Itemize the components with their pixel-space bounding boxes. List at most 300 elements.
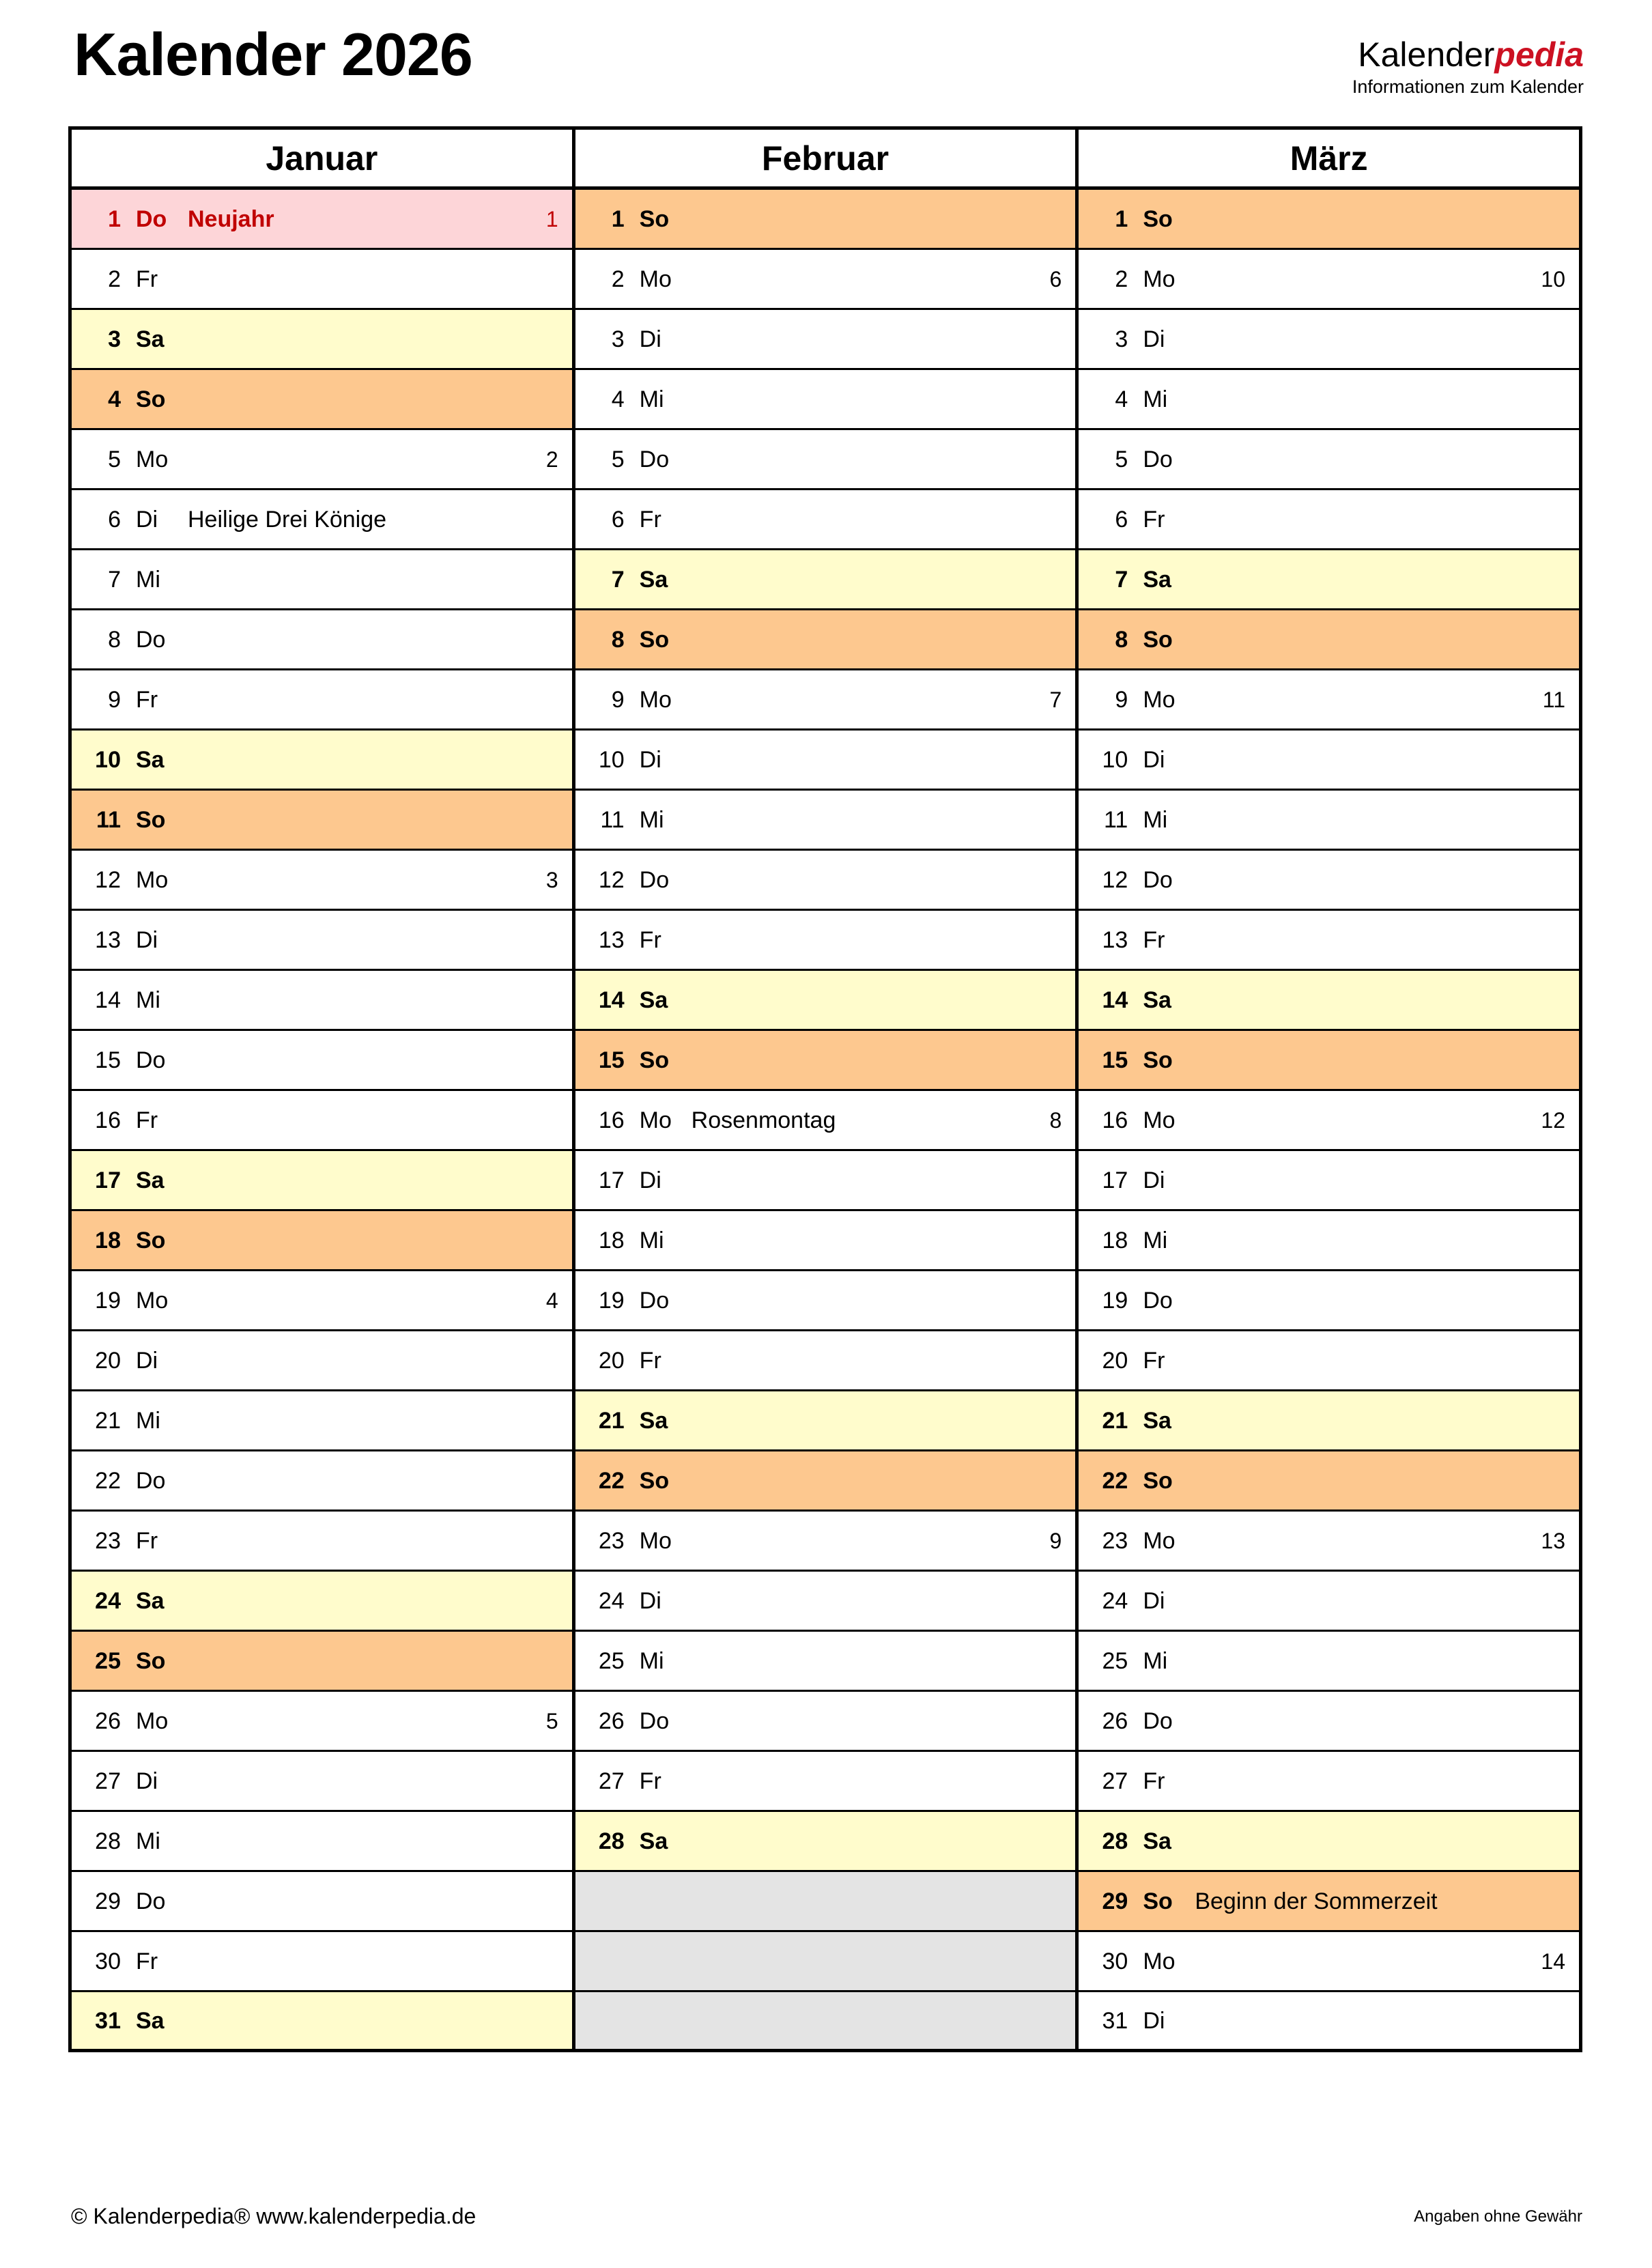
page-footer: [0, 2197, 1652, 2252]
day-row: [1079, 190, 1579, 250]
day-of-week: Mo: [1143, 1948, 1176, 1974]
day-row: [72, 250, 572, 310]
day-number: 4: [1115, 386, 1128, 412]
day-number: 19: [95, 1287, 121, 1314]
day-number: 9: [611, 686, 625, 713]
day-row: [72, 1031, 572, 1091]
week-number: 1: [545, 206, 558, 231]
day-of-week: Sa: [136, 1167, 165, 1193]
day-row: [72, 1632, 572, 1692]
day-row: [575, 370, 1076, 430]
day-of-week: Mo: [1143, 1527, 1176, 1554]
day-of-week: Do: [1143, 1287, 1173, 1314]
day-row: [575, 1091, 1076, 1151]
disclaimer-text: Angaben ohne Gewähr: [1414, 2207, 1582, 2226]
day-number: 20: [598, 1347, 625, 1374]
day-of-week: Mo: [639, 1107, 672, 1133]
day-of-week: Fr: [136, 1948, 158, 1974]
day-row: [72, 1692, 572, 1752]
day-of-week: So: [1143, 1047, 1173, 1073]
day-number: 11: [1104, 806, 1128, 833]
day-number: 3: [108, 326, 121, 352]
day-number: 9: [1115, 686, 1128, 713]
day-number: 1: [611, 205, 625, 232]
day-of-week: Mi: [1143, 1227, 1168, 1253]
day-of-week: Do: [1143, 866, 1173, 893]
day-of-week: Sa: [1143, 1828, 1171, 1854]
day-row: [1079, 550, 1579, 610]
day-of-week: Mo: [136, 1707, 169, 1734]
day-number: 22: [598, 1467, 625, 1494]
day-number: 2: [611, 266, 625, 292]
day-number: 17: [1102, 1167, 1128, 1193]
copyright-text: © Kalenderpedia® www.kalenderpedia.de: [71, 2204, 476, 2228]
day-row: [575, 1932, 1076, 1992]
day-of-week: So: [136, 1227, 166, 1253]
day-of-week: Di: [1143, 1167, 1165, 1193]
day-number: 23: [95, 1527, 121, 1554]
day-of-week: Mi: [1143, 1647, 1168, 1674]
day-of-week: Di: [136, 1347, 158, 1374]
day-row: [72, 1271, 572, 1331]
day-of-week: Mi: [136, 987, 160, 1013]
day-number: 10: [1102, 746, 1128, 773]
day-row: [575, 1812, 1076, 1872]
day-number: 25: [1102, 1647, 1128, 1674]
day-number: 24: [598, 1587, 625, 1614]
brand-tagline: Informationen zum Kalender: [1352, 76, 1584, 97]
day-of-week: Do: [639, 866, 670, 893]
day-of-week: Sa: [136, 746, 165, 773]
day-row: [72, 1932, 572, 1992]
day-row: [1079, 490, 1579, 550]
day-of-week: Mo: [1143, 266, 1176, 292]
day-row: [1079, 1992, 1579, 2052]
month-name: Februar: [761, 139, 889, 178]
day-row: [1079, 1692, 1579, 1752]
day-row: [72, 430, 572, 490]
day-number: 24: [1102, 1587, 1128, 1614]
day-number: 18: [1102, 1227, 1128, 1253]
day-of-week: Fr: [136, 266, 158, 292]
day-number: 6: [108, 506, 121, 533]
day-of-week: Mi: [1143, 386, 1168, 412]
day-row: [1079, 250, 1579, 310]
day-note: Heilige Drei Könige: [188, 506, 387, 533]
day-row: [1079, 1151, 1579, 1211]
day-number: 14: [598, 987, 625, 1013]
day-number: 25: [95, 1647, 121, 1674]
day-number: 14: [1102, 987, 1128, 1013]
day-number: 2: [1115, 266, 1128, 292]
week-number: 10: [1541, 266, 1566, 292]
day-of-week: Di: [136, 926, 158, 953]
day-number: 10: [95, 746, 121, 773]
day-row: [72, 791, 572, 851]
day-row: [1079, 1812, 1579, 1872]
day-number: 29: [1102, 1888, 1128, 1914]
week-number: 9: [1049, 1528, 1062, 1553]
brand-wordmark-black: Kalender: [1358, 36, 1495, 74]
month-column-märz: [1079, 130, 1582, 2052]
day-number: 4: [611, 386, 625, 412]
day-row: [72, 1752, 572, 1812]
day-row: [575, 670, 1076, 731]
week-number: 8: [1049, 1107, 1062, 1133]
day-of-week: Mo: [1143, 686, 1176, 713]
day-of-week: Do: [639, 1287, 670, 1314]
day-row: [575, 851, 1076, 911]
day-row: [72, 370, 572, 430]
day-number: 16: [1102, 1107, 1128, 1133]
day-row: [72, 1512, 572, 1572]
day-number: 13: [1102, 926, 1128, 953]
day-number: 12: [1102, 866, 1128, 893]
day-of-week: So: [639, 1467, 670, 1494]
day-of-week: Do: [136, 626, 166, 653]
day-number: 11: [600, 806, 625, 833]
day-of-week: Sa: [136, 2007, 165, 2034]
day-number: 21: [598, 1407, 625, 1434]
day-of-week: Di: [1143, 746, 1165, 773]
day-number: 23: [1102, 1527, 1128, 1554]
brand-wordmark-red: pedia: [1494, 36, 1584, 74]
day-number: 17: [95, 1167, 121, 1193]
day-number: 28: [598, 1828, 625, 1854]
day-row: [72, 1572, 572, 1632]
day-number: 21: [1102, 1407, 1128, 1434]
day-of-week: Mo: [639, 1527, 672, 1554]
day-of-week: Di: [639, 746, 661, 773]
day-row: [72, 911, 572, 971]
page-title: Kalender 2026: [74, 20, 472, 88]
day-row: [575, 1271, 1076, 1331]
day-row: [1079, 1512, 1579, 1572]
day-number: 7: [108, 566, 121, 593]
day-row: [575, 1512, 1076, 1572]
day-row: [72, 1872, 572, 1932]
day-number: 5: [611, 446, 625, 472]
day-of-week: Do: [1143, 1707, 1173, 1734]
day-row: [1079, 310, 1579, 370]
day-of-week: So: [639, 205, 670, 232]
day-of-week: Mo: [136, 446, 169, 472]
day-of-week: Di: [639, 326, 661, 352]
day-row: [1079, 1091, 1579, 1151]
day-row: [1079, 1451, 1579, 1512]
day-row: [72, 1151, 572, 1211]
week-number: 3: [545, 867, 558, 892]
week-number: 4: [545, 1288, 558, 1313]
month-header: [575, 130, 1076, 190]
day-of-week: Fr: [639, 1768, 661, 1794]
day-row: [1079, 971, 1579, 1031]
month-column-februar: [575, 130, 1079, 2052]
day-row: [72, 550, 572, 610]
day-number: 19: [598, 1287, 625, 1314]
day-row: [1079, 1632, 1579, 1692]
day-row: [1079, 731, 1579, 791]
week-number: 11: [1542, 687, 1566, 712]
day-number: 12: [598, 866, 625, 893]
day-of-week: Mi: [136, 1407, 160, 1434]
day-number: 31: [1102, 2007, 1128, 2034]
day-of-week: Do: [1143, 446, 1173, 472]
day-of-week: Fr: [136, 1527, 158, 1554]
day-row: [1079, 1031, 1579, 1091]
day-number: 8: [1115, 626, 1128, 653]
day-row: [1079, 670, 1579, 731]
week-number: 12: [1541, 1107, 1566, 1133]
day-of-week: Mo: [136, 866, 169, 893]
day-number: 13: [95, 926, 121, 953]
day-number: 16: [598, 1107, 625, 1133]
day-of-week: Fr: [1143, 1768, 1165, 1794]
day-row: [1079, 1872, 1579, 1932]
day-row: [575, 1572, 1076, 1632]
day-of-week: Sa: [639, 1828, 668, 1854]
day-row: [575, 1872, 1076, 1932]
day-of-week: Fr: [639, 1347, 661, 1374]
day-of-week: Sa: [1143, 566, 1171, 593]
day-row: [575, 1451, 1076, 1512]
week-number: 6: [1049, 266, 1062, 292]
day-of-week: Di: [639, 1167, 661, 1193]
day-row: [1079, 791, 1579, 851]
day-number: 26: [95, 1707, 121, 1734]
day-number: 19: [1102, 1287, 1128, 1314]
day-number: 6: [1115, 506, 1128, 533]
day-of-week: Mi: [639, 806, 664, 833]
day-number: 31: [95, 2007, 121, 2034]
day-number: 30: [95, 1948, 121, 1974]
day-row: [1079, 911, 1579, 971]
day-row: [72, 731, 572, 791]
day-of-week: Di: [1143, 326, 1165, 352]
day-number: 17: [598, 1167, 625, 1193]
kalenderpedia-logo: [1352, 36, 1584, 98]
day-number: 3: [611, 326, 625, 352]
day-of-week: Di: [136, 1768, 158, 1794]
day-number: 26: [598, 1707, 625, 1734]
day-of-week: Fr: [136, 686, 158, 713]
day-number: 1: [108, 205, 121, 232]
day-of-week: Mi: [136, 566, 160, 593]
day-row: [72, 971, 572, 1031]
day-number: 15: [1102, 1047, 1128, 1073]
day-of-week: Fr: [1143, 1347, 1165, 1374]
day-of-week: Di: [1143, 1587, 1165, 1614]
day-number: 9: [108, 686, 121, 713]
day-of-week: So: [136, 386, 166, 412]
day-of-week: Fr: [639, 926, 661, 953]
day-row: [1079, 1752, 1579, 1812]
day-row: [1079, 1331, 1579, 1391]
day-number: 12: [95, 866, 121, 893]
day-number: 11: [96, 806, 121, 833]
months-row: [72, 130, 1582, 2052]
day-number: 13: [598, 926, 625, 953]
day-number: 4: [108, 386, 121, 412]
day-row: [1079, 1572, 1579, 1632]
day-of-week: Mi: [639, 1227, 664, 1253]
day-number: 23: [598, 1527, 625, 1554]
day-row: [575, 1331, 1076, 1391]
day-of-week: Di: [639, 1587, 661, 1614]
day-number: 16: [95, 1107, 121, 1133]
day-of-week: Sa: [639, 1407, 668, 1434]
day-of-week: Mo: [136, 1287, 169, 1314]
day-of-week: So: [1143, 205, 1173, 232]
day-of-week: Fr: [1143, 926, 1165, 953]
day-row: [575, 1752, 1076, 1812]
day-row: [575, 430, 1076, 490]
week-number: 7: [1049, 687, 1062, 712]
day-row: [575, 250, 1076, 310]
day-number: 24: [95, 1587, 121, 1614]
day-row: [575, 190, 1076, 250]
day-of-week: Di: [1143, 2007, 1165, 2034]
day-of-week: Mi: [639, 1647, 664, 1674]
day-number: 21: [95, 1407, 121, 1434]
day-row: [72, 670, 572, 731]
day-number: 26: [1102, 1707, 1128, 1734]
day-of-week: Do: [136, 205, 167, 232]
day-of-week: So: [1143, 1888, 1173, 1914]
day-number: 27: [95, 1768, 121, 1794]
month-header: [72, 130, 572, 190]
day-of-week: So: [136, 806, 166, 833]
day-of-week: Mi: [639, 386, 664, 412]
day-number: 20: [95, 1347, 121, 1374]
page-header: [0, 0, 1652, 122]
day-row: [72, 1992, 572, 2052]
day-row: [575, 731, 1076, 791]
day-of-week: Sa: [639, 987, 668, 1013]
day-number: 27: [1102, 1768, 1128, 1794]
day-row: [575, 1031, 1076, 1091]
day-row: [575, 791, 1076, 851]
day-of-week: Mi: [1143, 806, 1168, 833]
day-note: Beginn der Sommerzeit: [1195, 1888, 1438, 1914]
day-row: [575, 1391, 1076, 1451]
day-row: [1079, 370, 1579, 430]
day-number: 7: [611, 566, 625, 593]
day-row: [72, 1451, 572, 1512]
day-row: [1079, 1271, 1579, 1331]
day-number: 7: [1115, 566, 1128, 593]
day-row: [72, 1812, 572, 1872]
day-number: 3: [1115, 326, 1128, 352]
day-number: 27: [598, 1768, 625, 1794]
day-row: [72, 490, 572, 550]
day-row: [575, 911, 1076, 971]
day-of-week: Fr: [639, 506, 661, 533]
day-number: 6: [611, 506, 625, 533]
day-row: [1079, 430, 1579, 490]
week-number: 5: [545, 1708, 558, 1733]
day-of-week: Sa: [1143, 987, 1171, 1013]
day-note: Neujahr: [188, 205, 274, 232]
day-of-week: So: [639, 1047, 670, 1073]
day-row: [72, 1331, 572, 1391]
day-of-week: So: [1143, 1467, 1173, 1494]
day-number: 10: [598, 746, 625, 773]
day-number: 15: [95, 1047, 121, 1073]
day-of-week: Do: [136, 1888, 166, 1914]
day-number: 22: [95, 1467, 121, 1494]
day-number: 28: [95, 1828, 121, 1854]
day-row: [72, 1091, 572, 1151]
day-row: [72, 610, 572, 670]
day-row: [575, 1992, 1076, 2052]
day-row: [1079, 610, 1579, 670]
day-number: 5: [1115, 446, 1128, 472]
day-row: [72, 310, 572, 370]
day-of-week: So: [1143, 626, 1173, 653]
day-number: 14: [95, 987, 121, 1013]
day-note: Rosenmontag: [691, 1107, 836, 1133]
day-of-week: Di: [136, 506, 158, 533]
day-of-week: Sa: [136, 326, 165, 352]
day-number: 20: [1102, 1347, 1128, 1374]
day-number: 8: [611, 626, 625, 653]
day-row: [575, 550, 1076, 610]
day-of-week: Do: [136, 1047, 166, 1073]
day-row: [72, 1211, 572, 1271]
day-row: [1079, 851, 1579, 911]
week-number: 13: [1541, 1528, 1566, 1553]
day-number: 8: [108, 626, 121, 653]
day-of-week: Fr: [1143, 506, 1165, 533]
day-number: 1: [1115, 205, 1128, 232]
day-row: [1079, 1211, 1579, 1271]
day-number: 28: [1102, 1828, 1128, 1854]
day-row: [575, 310, 1076, 370]
month-name: März: [1290, 139, 1368, 178]
day-of-week: Sa: [136, 1587, 165, 1614]
month-column-januar: [72, 130, 575, 2052]
day-of-week: Mo: [1143, 1107, 1176, 1133]
day-row: [575, 1211, 1076, 1271]
week-number: 2: [545, 446, 558, 472]
day-row: [575, 971, 1076, 1031]
day-number: 25: [598, 1647, 625, 1674]
day-of-week: Mo: [639, 266, 672, 292]
day-of-week: Do: [639, 446, 670, 472]
day-of-week: Mi: [136, 1828, 160, 1854]
day-row: [575, 490, 1076, 550]
day-row: [72, 190, 572, 250]
calendar-grid: [68, 126, 1582, 2052]
day-row: [1079, 1932, 1579, 1992]
day-row: [72, 851, 572, 911]
day-row: [72, 1391, 572, 1451]
day-of-week: Sa: [639, 566, 668, 593]
month-header: [1079, 130, 1579, 190]
day-number: 15: [598, 1047, 625, 1073]
week-number: 14: [1541, 1948, 1566, 1974]
day-row: [575, 1632, 1076, 1692]
day-of-week: So: [136, 1647, 166, 1674]
day-of-week: Do: [639, 1707, 670, 1734]
day-of-week: Fr: [136, 1107, 158, 1133]
day-number: 2: [108, 266, 121, 292]
day-of-week: Mo: [639, 686, 672, 713]
day-number: 22: [1102, 1467, 1128, 1494]
day-of-week: Sa: [1143, 1407, 1171, 1434]
day-of-week: So: [639, 626, 670, 653]
